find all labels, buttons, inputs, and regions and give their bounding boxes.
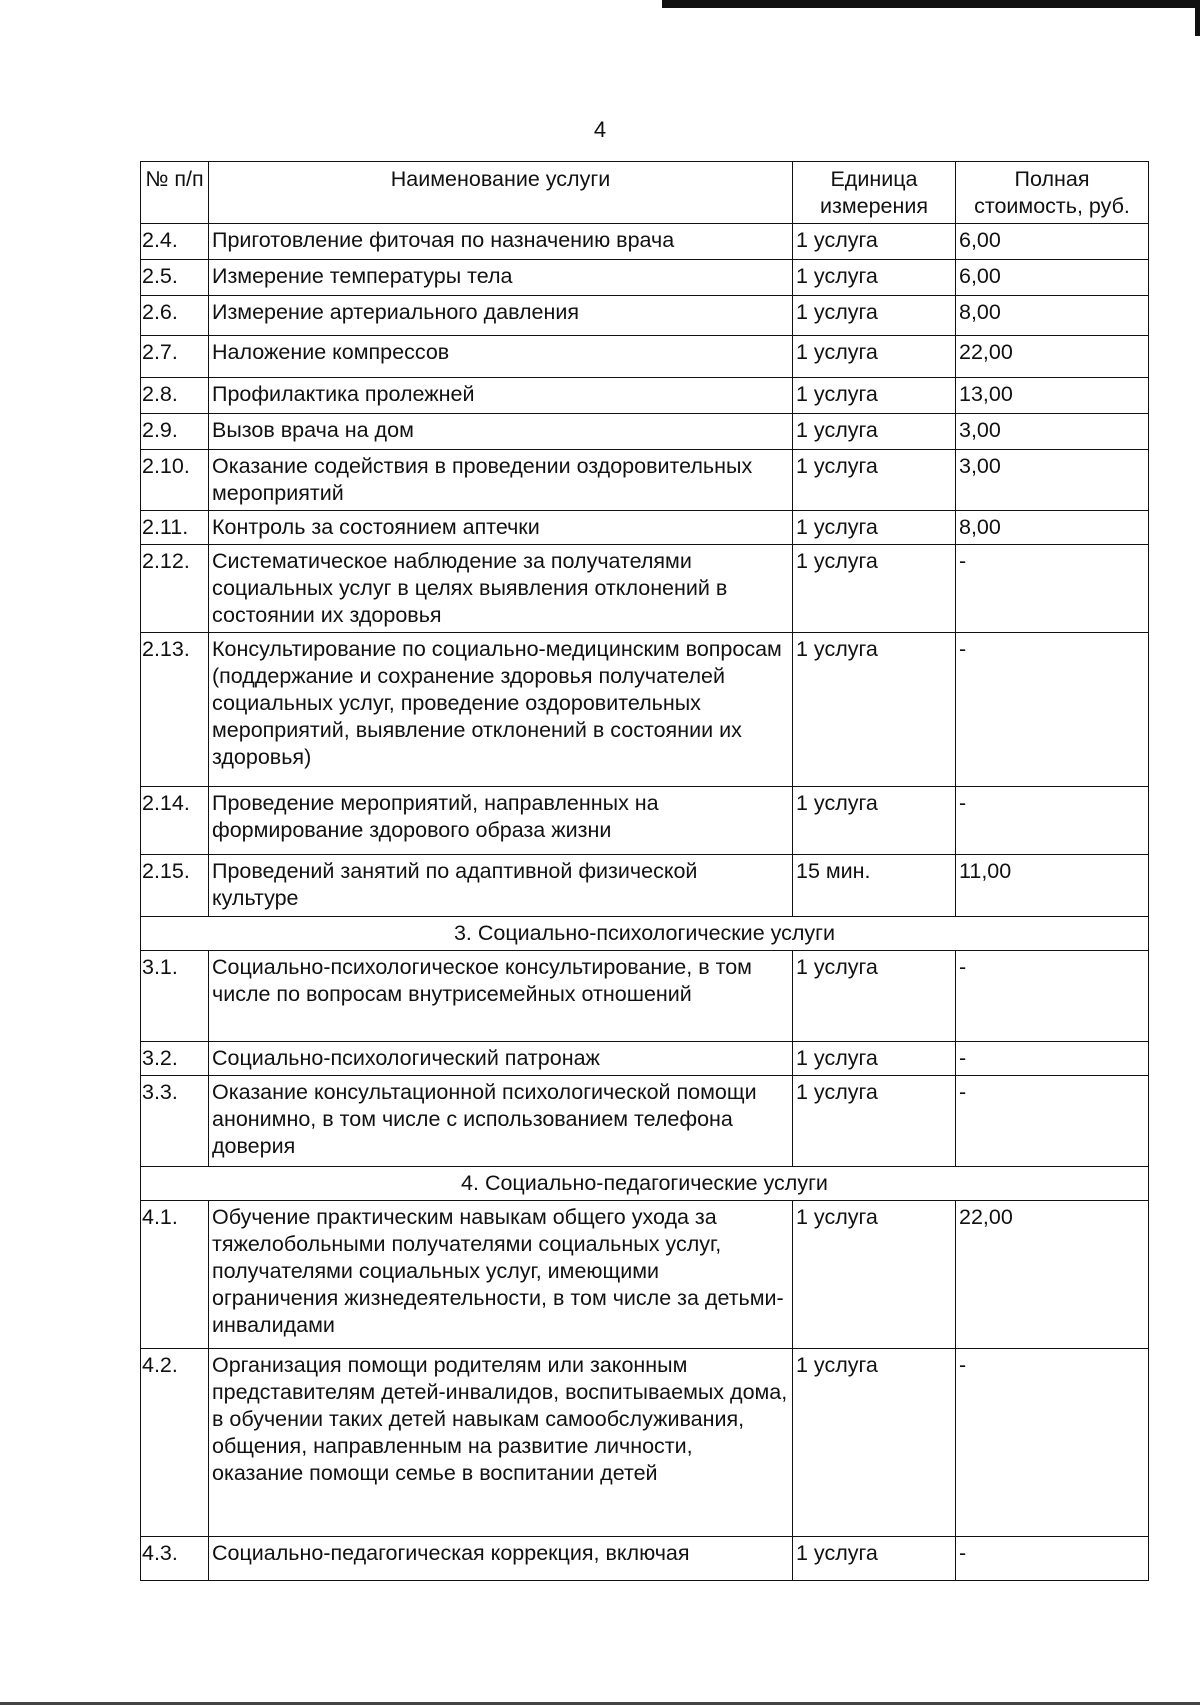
unit-of-measure: 1 услуга [793,296,956,336]
row-number: 2.15. [141,855,209,917]
row-number: 4.3. [141,1537,209,1581]
unit-of-measure: 1 услуга [793,1201,956,1349]
service-name: Оказание содействия в проведении оздоровительных мероприятий [209,450,793,511]
row-number: 3.3. [141,1076,209,1167]
unit-of-measure: 1 услуга [793,545,956,633]
section-row [141,1167,1149,1201]
unit-of-measure: 1 услуга [793,633,956,787]
full-price: 3,00 [956,450,1149,511]
full-price: - [956,633,1149,787]
unit-of-measure: 1 услуга [793,260,956,296]
full-price: 11,00 [956,855,1149,917]
table-row [141,1349,1149,1537]
row-number: 2.9. [141,414,209,450]
unit-of-measure: 1 услуга [793,1042,956,1076]
table-row [141,545,1149,633]
full-price: - [956,1349,1149,1537]
table-row [141,1537,1149,1581]
table-row [141,1201,1149,1349]
table-row [141,260,1149,296]
service-name: Проведение мероприятий, направленных на формирование здорового образа жизни [209,787,793,855]
unit-of-measure: 15 мин. [793,855,956,917]
page-number: 4 [593,117,607,142]
unit-of-measure: 1 услуга [793,414,956,450]
unit-of-measure: 1 услуга [793,787,956,855]
full-price: 6,00 [956,224,1149,260]
service-name: Профилактика пролежней [209,378,793,414]
table-row [141,633,1149,787]
service-name: Консультирование по социально-медицинским вопросам (поддержание и сохранение здоровья получателей социальных услуг, проведение оздоровительных мероприятий, выявление отклонений в состоянии их здоровья) [209,633,793,787]
row-number: 2.13. [141,633,209,787]
row-number: 3.1. [141,951,209,1042]
full-price: 6,00 [956,260,1149,296]
table-row [141,336,1149,378]
table-row [141,787,1149,855]
row-number: 2.4. [141,224,209,260]
header-name: Наименование услуги [209,162,793,224]
table-row [141,511,1149,545]
full-price: 8,00 [956,296,1149,336]
unit-of-measure: 1 услуга [793,511,956,545]
row-number: 2.7. [141,336,209,378]
service-name: Социально-педагогическая коррекция, включая [209,1537,793,1581]
row-number: 3.2. [141,1042,209,1076]
full-price: - [956,1537,1149,1581]
service-name: Контроль за состоянием аптечки [209,511,793,545]
row-number: 4.1. [141,1201,209,1349]
service-name: Оказание консультационной психологической помощи анонимно, в том числе с использованием телефона доверия [209,1076,793,1167]
full-price: 22,00 [956,1201,1149,1349]
unit-of-measure: 1 услуга [793,378,956,414]
table-row [141,1076,1149,1167]
section-row [141,917,1149,951]
row-number: 2.10. [141,450,209,511]
table-row [141,224,1149,260]
service-name: Социально-психологический патронаж [209,1042,793,1076]
unit-of-measure: 1 услуга [793,1349,956,1537]
service-name: Измерение артериального давления [209,296,793,336]
scan-edge-right [1195,0,1200,36]
row-number: 2.5. [141,260,209,296]
table-row [141,450,1149,511]
full-price: 22,00 [956,336,1149,378]
section-title: 3. Социально-психологические услуги [141,917,1149,951]
table-row [141,951,1149,1042]
service-name: Систематическое наблюдение за получателями социальных услуг в целях выявления отклонений в состоянии их здоровья [209,545,793,633]
service-name: Измерение температуры тела [209,260,793,296]
full-price: - [956,951,1149,1042]
unit-of-measure: 1 услуга [793,1537,956,1581]
table-row [141,296,1149,336]
unit-of-measure: 1 услуга [793,951,956,1042]
table-header [141,162,1149,224]
service-name: Проведений занятий по адаптивной физической культуре [209,855,793,917]
full-price: - [956,1042,1149,1076]
row-number: 2.11. [141,511,209,545]
header-num: № п/п [141,162,209,224]
row-number: 2.14. [141,787,209,855]
unit-of-measure: 1 услуга [793,1076,956,1167]
service-name: Приготовление фиточая по назначению врача [209,224,793,260]
full-price: 8,00 [956,511,1149,545]
full-price: - [956,1076,1149,1167]
table-body [141,224,1149,1581]
table-row [141,378,1149,414]
full-price: 13,00 [956,378,1149,414]
table-row [141,414,1149,450]
header-price: Полная стоимость, руб. [956,162,1149,224]
row-number: 2.6. [141,296,209,336]
row-number: 4.2. [141,1349,209,1537]
table-row [141,855,1149,917]
row-number: 2.12. [141,545,209,633]
full-price: 3,00 [956,414,1149,450]
unit-of-measure: 1 услуга [793,450,956,511]
scan-edge-top [662,0,1200,8]
section-title: 4. Социально-педагогические услуги [141,1167,1149,1201]
row-number: 2.8. [141,378,209,414]
unit-of-measure: 1 услуга [793,224,956,260]
services-table [140,161,1149,1581]
service-name: Обучение практическим навыкам общего ухода за тяжелобольными получателями социальных услуг, получателями социальных услуг, имеющими ограничения жизнедеятельности, в том числе за детьми-инвалидами [209,1201,793,1349]
full-price: - [956,787,1149,855]
service-name: Организация помощи родителям или законным представителям детей-инвалидов, воспитываемых дома, в обучении таких детей навыкам самообслуживания, общения, направленным на развитие личности, оказание помощи семье в воспитании детей [209,1349,793,1537]
full-price: - [956,545,1149,633]
table-row [141,1042,1149,1076]
unit-of-measure: 1 услуга [793,336,956,378]
header-unit: Единица измерения [793,162,956,224]
service-name: Наложение компрессов [209,336,793,378]
service-name: Социально-психологическое консультирование, в том числе по вопросам внутрисемейных отношений [209,951,793,1042]
service-name: Вызов врача на дом [209,414,793,450]
